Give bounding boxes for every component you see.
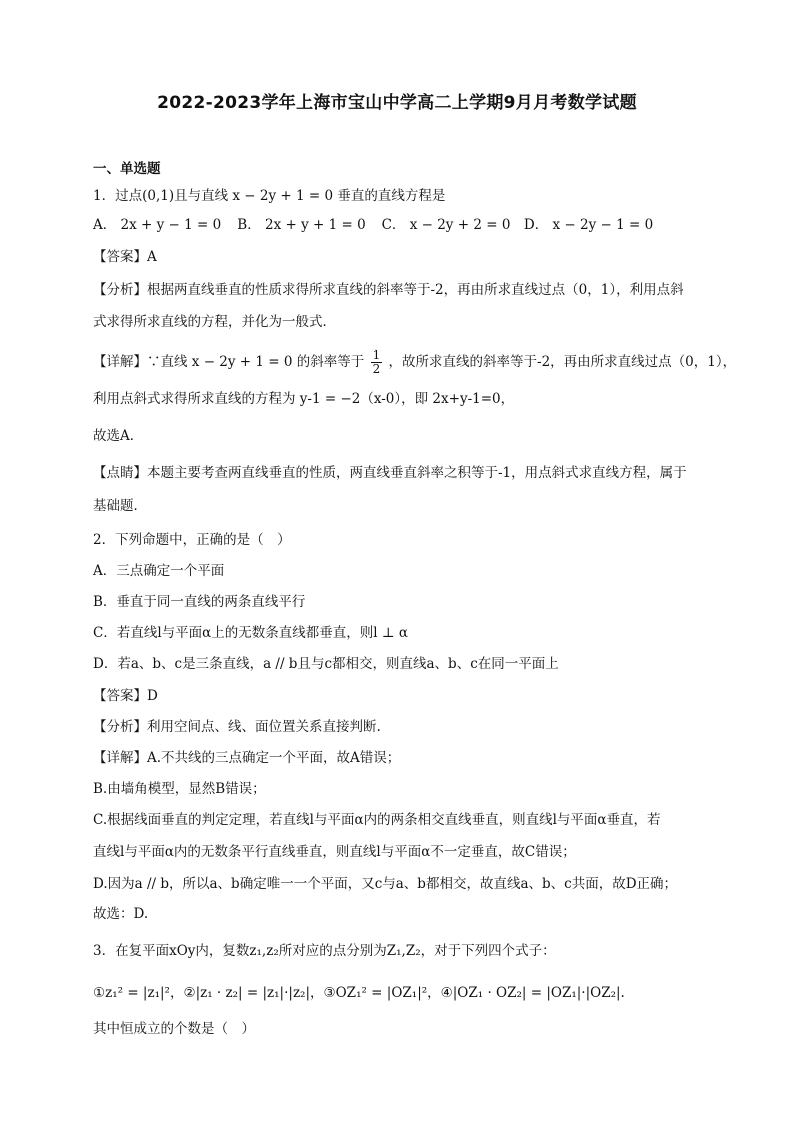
q1-fraction-numerator: 1 bbox=[372, 348, 381, 362]
q1-conclusion: 故选A． bbox=[93, 428, 144, 444]
q1-fraction-denominator: 2 bbox=[372, 362, 381, 376]
q2-analysis: 【分析】利用空间点、线、面位置关系直接判断. bbox=[93, 719, 381, 735]
q2-detail-a: 【详解】A.不共线的三点确定一个平面，故A错误； bbox=[93, 750, 401, 766]
q2-option-c: C．若直线l与平面α上的无数条直线都垂直，则l ⊥ α bbox=[93, 625, 408, 641]
q1-detail-line-1 bbox=[93, 349, 736, 376]
q1-options bbox=[93, 216, 713, 234]
q2-detail-b: B.由墙角模型，显然B错误； bbox=[93, 781, 266, 797]
q3-question: 其中恒成立的个数是（ ） bbox=[93, 1021, 255, 1037]
q1-fraction bbox=[371, 349, 383, 376]
q2-option-b: B．垂直于同一直线的两条直线平行 bbox=[93, 594, 306, 610]
q2-conclusion: 故选：D. bbox=[93, 906, 149, 922]
q1-analysis-line-1: 【分析】根据两直线垂直的性质求得所求直线的斜率等于-2，再由所求直线过点（0，1），利用点斜 bbox=[93, 282, 684, 298]
q2-detail-c-line-2: 直线l与平面α内的无数条平行直线垂直，则直线l与平面α不一定垂直，故C错误； bbox=[93, 844, 576, 860]
q2-detail-c-line-1: C.根据线面垂直的判定定理，若直线l与平面α内的两条相交直线垂直，则直线l与平面α垂直，若 bbox=[93, 812, 661, 828]
q3-stem: 3．在复平面xOy内，复数z₁,z₂所对应的点分别为Z₁,Z₂，对于下列四个式子： bbox=[93, 943, 556, 959]
q2-option-a: A．三点确定一个平面 bbox=[93, 563, 225, 579]
q1-comment-line-1: 【点睛】本题主要考查两直线垂直的性质，两直线垂直斜率之积等于-1，用点斜式求直线方程，属于 bbox=[93, 465, 687, 481]
q1-stem: 1．过点(0,1)且与直线 x − 2y + 1 = 0 垂直的直线方程是 bbox=[93, 188, 446, 204]
q2-option-d: D．若a、b、c是三条直线，a // b且与c都相交，则直线a、b、c在同一平面上 bbox=[93, 656, 559, 672]
q1-option-d: D． x − 2y − 1 = 0 bbox=[523, 217, 654, 233]
q1-option-b: B． 2x + y + 1 = 0 bbox=[237, 217, 366, 233]
q1-option-a: A． 2x + y − 1 = 0 bbox=[93, 217, 222, 233]
q1-detail-line-2: 利用点斜式求得所求直线的方程为 y-1 = −2（x-0），即 2x+y-1=0， bbox=[93, 391, 515, 407]
q1-comment-line-2: 基础题． bbox=[93, 498, 147, 514]
page-title: 2022-2023学年上海市宝山中学高二上学期9月月考数学试题 bbox=[157, 93, 637, 113]
q1-answer: 【答案】A bbox=[93, 249, 157, 265]
q2-stem: 2．下列命题中，正确的是（ ） bbox=[93, 532, 291, 548]
q2-answer: 【答案】D bbox=[93, 688, 158, 704]
section-heading: 一、单选题 bbox=[93, 161, 161, 177]
q1-option-c: C． x − 2y + 2 = 0 bbox=[381, 217, 511, 233]
q1-analysis-line-2: 式求得所求直线的方程，并化为一般式． bbox=[93, 314, 336, 330]
q1-detail-text-a: 【详解】∵直线 x − 2y + 1 = 0 的斜率等于 bbox=[93, 354, 365, 370]
q3-formulas: ①z₁² = |z₁|²，②|z₁ · z₂| = |z₁|·|z₂|，③OZ₁² = |OZ₁|²，④|OZ₁ · OZ₂| = |OZ₁|·|OZ₂|. bbox=[93, 985, 625, 1001]
q1-detail-text-b: ，故所求直线的斜率等于-2，再由所求直线过点（0，1）， bbox=[388, 354, 737, 370]
q2-detail-d: D.因为a // b，所以a、b确定唯一一个平面，又c与a、b都相交，故直线a、b、c共面，故D正确； bbox=[93, 876, 678, 892]
